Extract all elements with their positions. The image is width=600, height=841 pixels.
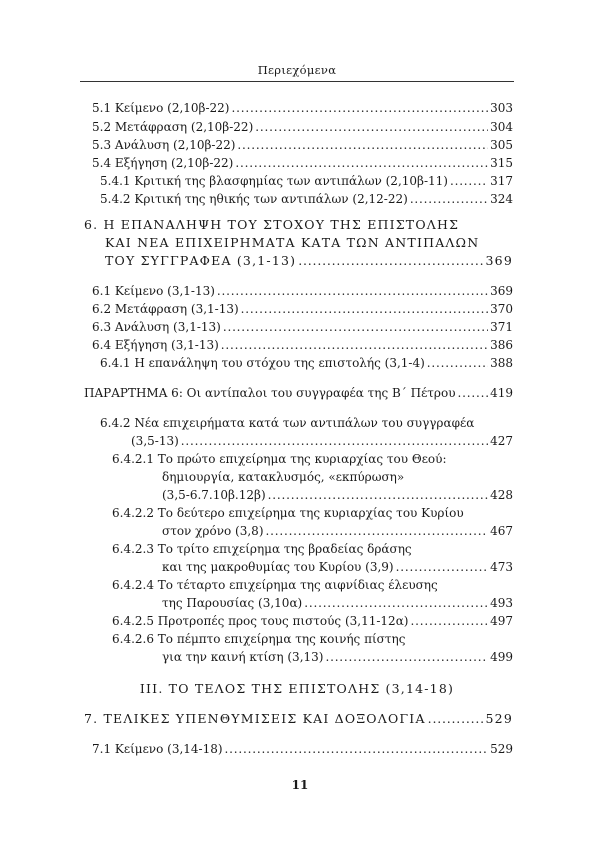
toc-entry-6-4-2-1-line-3[interactable]: (3,5-6.7.10β.12β) ..... 428	[162, 488, 513, 502]
toc-entry-7-1[interactable]: 7.1 Κείμενο (3,14-18) ..... 529	[92, 742, 513, 756]
toc-entry-6-3[interactable]: 6.3 Ανάλυση (3,1-13) ..... 371	[92, 320, 513, 334]
toc-entry-5-3[interactable]: 5.3 Ανάλυση (2,10β-22) ..... 305	[92, 138, 513, 152]
toc-entry-5-4[interactable]: 5.4 Εξήγηση (2,10β-22) ..... 315	[92, 156, 513, 170]
toc-entry-6-4-2-2-line-2[interactable]: στον χρόνο (3,8) ..... 467	[162, 524, 513, 538]
running-header: Περιεχόμενα	[257, 63, 337, 77]
toc-entry-6-4-1[interactable]: 6.4.1 Η επανάληψη του στόχου της επιστολής (3,1-4) ..... 388	[100, 356, 513, 370]
toc-entry-6-1[interactable]: 6.1 Κείμενο (3,1-13) ..... 369	[92, 284, 513, 298]
toc-entry-5-4-1[interactable]: 5.4.1 Κριτική της βλασφημίας των αντιπάλων (2,10β-11) ..... 317	[100, 174, 513, 188]
toc-entry-6-4-2-1-line-1[interactable]: 6.4.2.1 Το πρώτο επιχείρημα της κυριαρχίας του Θεού:	[112, 452, 447, 466]
chapter-6-heading-line-1[interactable]: 6. Η ΕΠΑΝΑΛΗΨΗ ΤΟΥ ΣΤΟΧΟΥ ΤΗΣ ΕΠΙΣΤΟΛΗΣ	[84, 217, 460, 232]
toc-entry-6-4-2-1-line-2[interactable]: δημιουργία, κατακλυσμός, «εκπύρωση»	[162, 470, 405, 484]
toc-entry-5-4-2[interactable]: 5.4.2 Κριτική της ηθικής των αντιπάλων (2,12-22) ..... 324	[100, 192, 513, 206]
page-number: 11	[291, 778, 309, 792]
toc-entry-6-2[interactable]: 6.2 Μετάφραση (3,1-13) ..... 370	[92, 302, 513, 316]
toc-entry-6-4-2-3-line-1[interactable]: 6.4.2.3 Το τρίτο επιχείρημα της βραδείας δράσης	[112, 542, 412, 556]
toc-entry-6-4-2-4-line-2[interactable]: της Παρουσίας (3,10α) ..... 493	[162, 596, 513, 610]
toc-entry-6-4-2-3-line-2[interactable]: και της μακροθυμίας του Κυρίου (3,9) ..... 473	[162, 560, 513, 574]
part-3-heading[interactable]: ΙΙΙ. ΤΟ ΤΕΛΟΣ ΤΗΣ ΕΠΙΣΤΟΛΗΣ (3,14-18)	[139, 681, 455, 696]
toc-entry-6-4-2-5[interactable]: 6.4.2.5 Προτροπές προς τους πιστούς (3,11-12α) ..... 497	[112, 614, 513, 628]
chapter-7-heading[interactable]: 7. ΤΕΛΙΚΕΣ ΥΠΕΝΘΥΜΙΣΕΙΣ ΚΑΙ ΔΟΞΟΛΟΓΙΑ ..... 529	[84, 712, 513, 726]
toc-entry-6-4-2-line-1[interactable]: 6.4.2 Νέα επιχειρήματα κατά των αντιπάλων του συγγραφέα	[100, 416, 475, 430]
toc-entry-6-4-2-2-line-1[interactable]: 6.4.2.2 Το δεύτερο επιχείρημα της κυριαρχίας του Κυρίου	[112, 506, 464, 520]
toc-entry-6-4[interactable]: 6.4 Εξήγηση (3,1-13) ..... 386	[92, 338, 513, 352]
toc-entry-5-2[interactable]: 5.2 Μετάφραση (2,10β-22) ..... 304	[92, 120, 513, 134]
toc-entry-6-4-2-4-line-1[interactable]: 6.4.2.4 Το τέταρτο επιχείρημα της αιφνίδιας έλευσης	[112, 578, 438, 592]
toc-entry-6-4-2-6-line-2[interactable]: για την καινή κτίση (3,13) ..... 499	[162, 650, 513, 664]
toc-entry-5-1[interactable]: 5.1 Κείμενο (2,10β-22) ..... 303	[92, 101, 513, 115]
chapter-6-heading-line-3[interactable]: ΤΟΥ ΣΥΓΓΡΑΦΕΑ (3,1-13) ..... 369	[105, 254, 513, 268]
toc-entry-6-4-2-line-2[interactable]: (3,5-13) ..... 427	[131, 434, 513, 448]
chapter-6-heading-line-2[interactable]: ΚΑΙ ΝΕΑ ΕΠΙΧΕΙΡΗΜΑΤΑ ΚΑΤΑ ΤΩΝ ΑΝΤΙΠΑΛΩΝ	[105, 235, 480, 250]
toc-entry-6-4-2-6-line-1[interactable]: 6.4.2.6 Το πέμπτο επιχείρημα της κοινής πίστης	[112, 632, 406, 646]
toc-entry-appendix-6[interactable]: ΠΑΡΑΡΤΗΜΑ 6: Οι αντίπαλοι του συγγραφέα της Β΄ Πέτρου ..... 419	[84, 386, 513, 400]
